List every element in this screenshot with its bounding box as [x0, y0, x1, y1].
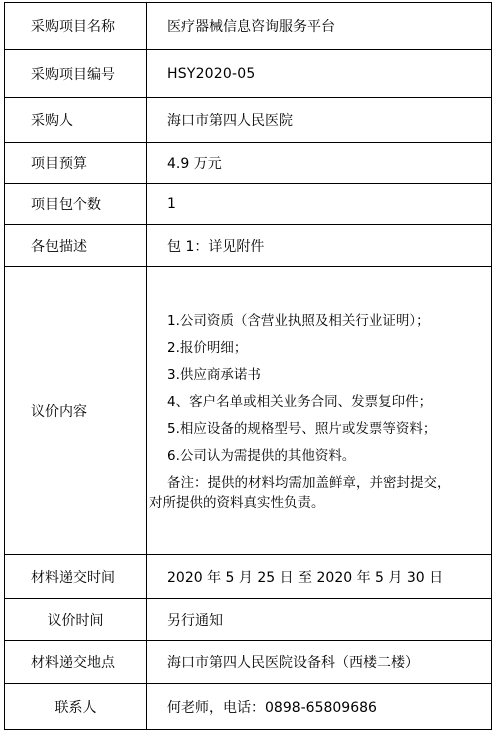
label-cell — [5, 684, 147, 730]
submission-time: 2020 年 5 月 25 日 至 2020 年 5 月 30 日 — [167, 569, 444, 586]
negotiation-time: 另行通知 — [167, 612, 223, 629]
content-item: 2.报价明细； — [167, 340, 248, 356]
contact-person: 何老师，电话：0898-65809686 — [167, 699, 377, 716]
table-row — [5, 555, 492, 599]
label-cell — [5, 50, 147, 98]
label-cell — [5, 98, 147, 143]
value-cell — [147, 684, 492, 730]
value-cell — [147, 184, 492, 225]
project-number: HSY2020-05 — [167, 65, 256, 82]
row-label: 联系人 — [54, 699, 97, 716]
value-cell — [147, 641, 492, 684]
content-item: 5.相应设备的规格型号、照片或发票等资料； — [167, 421, 437, 437]
label-cell — [5, 3, 147, 50]
row-label: 项目包个数 — [31, 197, 101, 213]
table-row — [5, 599, 492, 641]
table-row — [5, 684, 492, 730]
content-item: 1.公司资质（含营业执照及相关行业证明）； — [167, 313, 430, 329]
negotiation-content-cell — [147, 267, 492, 555]
value-cell — [147, 50, 492, 98]
content-item: 4、客户名单或相关业务合同、发票复印件； — [167, 394, 433, 410]
note-text-continued: 对所提供的资料真实性负责。 — [149, 495, 325, 511]
value-cell — [147, 555, 492, 599]
row-label: 议价内容 — [31, 403, 87, 420]
row-label: 采购项目编号 — [31, 66, 115, 83]
table-row — [5, 50, 492, 98]
package-description: 包 1：详见附件 — [167, 238, 265, 255]
label-cell — [5, 143, 147, 184]
value-cell — [147, 225, 492, 267]
row-label: 采购人 — [31, 113, 73, 129]
table-row — [5, 267, 492, 555]
value-cell — [147, 143, 492, 184]
label-cell — [5, 267, 147, 555]
label-cell — [5, 555, 147, 599]
row-label: 各包描述 — [31, 238, 87, 255]
note-text: 备注：提供的材料均需加盖鲜章，并密封提交， — [167, 475, 451, 491]
table-row — [5, 225, 492, 267]
content-item: 3.供应商承诺书 — [167, 367, 261, 383]
purchaser: 海口市第四人民医院 — [167, 113, 293, 129]
row-label: 采购项目名称 — [31, 19, 115, 35]
table-row — [5, 143, 492, 184]
label-cell — [5, 599, 147, 641]
label-cell — [5, 225, 147, 267]
row-label: 议价时间 — [47, 612, 104, 629]
content-item: 6.公司认为需提供的其他资料。 — [167, 448, 356, 464]
row-label: 项目预算 — [31, 156, 87, 172]
label-cell — [5, 184, 147, 225]
table-row — [5, 98, 492, 143]
value-cell — [147, 599, 492, 641]
value-cell — [147, 3, 492, 50]
value-cell — [147, 98, 492, 143]
table-row — [5, 641, 492, 684]
table-row — [5, 184, 492, 225]
label-cell — [5, 641, 147, 684]
row-label: 材料递交时间 — [31, 569, 115, 586]
project-name: 医疗器械信息咨询服务平台 — [167, 19, 335, 35]
budget: 4.9 万元 — [167, 156, 222, 172]
row-label: 材料递交地点 — [31, 655, 115, 671]
submission-location: 海口市第四人民医院设备科（西楼二楼） — [167, 655, 419, 671]
procurement-info-table — [4, 2, 492, 730]
package-count: 1 — [167, 196, 176, 212]
table-row — [5, 3, 492, 50]
